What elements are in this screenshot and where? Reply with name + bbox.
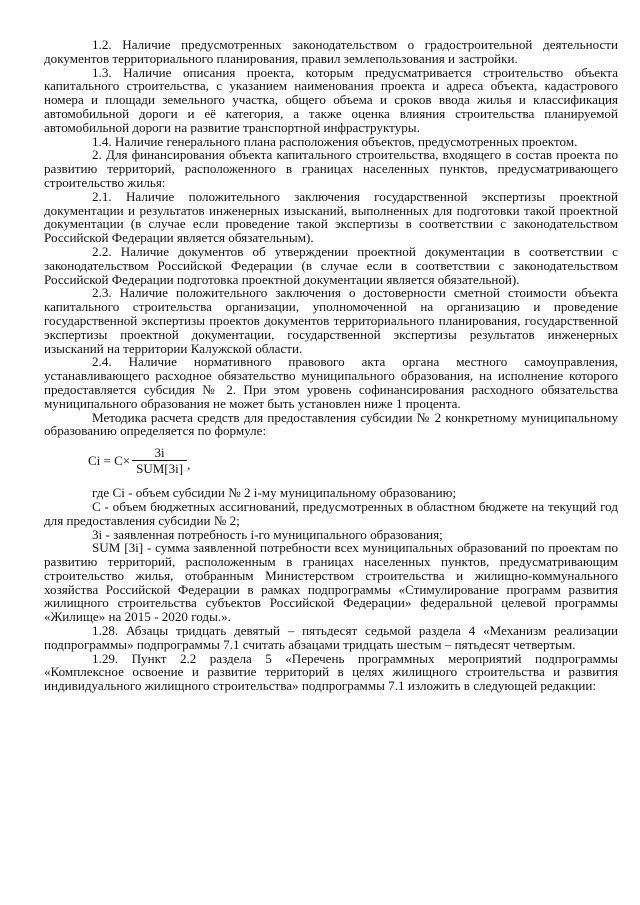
definition-sum: SUM [3i] - сумма заявленной потребности всех муниципальных образований по проектам по развитию территорий, расположенным в границах населенных пунктов, предусматривающим строительство жилья, отобранным Министерством строительства и жилищно-коммунального хозяйства Российской Федерации в рамках подпрограммы «Стимулирование программ развития жилищного строительства субъектов Российской Федерации» федеральной целевой программы «Жилище» на 2015 - 2020 годы.». [44, 540, 618, 625]
paragraph-1-29: 1.29. Пункт 2.2 раздела 5 «Перечень программных мероприятий подпрограммы «Комплексное освоение и развитие территорий в целях жилищного строительства и развития индивидуального жилищного строительства» подпрограммы 7.1 изложить в следующей редакции: [44, 650, 618, 694]
paragraph-1-2: 1.2. Наличие предусмотренных законодательством о градостроительной деятельности документов территориального планирования, правил землепользования и застройки. [44, 37, 618, 66]
formula-trail: , [187, 457, 191, 473]
formula-denominator: SUM[3i] [132, 460, 187, 476]
paragraph-1-3: 1.3. Наличие описания проекта, которым предусматривается строительство объекта капитального строительства, с указанием наименования проекта и адреса объекта, кадастрового номера и площади земельного участка, общего объема и сроков ввода жилья и классификация автомобильной дороги и её категория, а также оценка влияния строительства планируемой автомобильной дороги на развитие транспортной инфраструктуры. [44, 64, 618, 135]
paragraph-2-3: 2.3. Наличие положительного заключения о достоверности сметной стоимости объекта капитального строительства организации, уполномоченной на организацию и проведение государственной экспертизы проектов документов территориального планирования, государственной экспертизы проектной документации, государственной экспертизы результатов инженерных изысканий на территории Калужской области. [44, 285, 618, 356]
formula-fraction [132, 446, 187, 476]
definition-3i: 3i - заявленная потребность i-го муниципального образования; [92, 526, 443, 542]
paragraph-method: Методика расчета средств для предоставления субсидии № 2 конкретному муниципальному образованию определяется по формуле: [44, 409, 618, 439]
paragraph-2-4: 2.4. Наличие нормативного правового акта органа местного самоуправления, устанавливающего расходное обязательство муниципального образования, на исполнение которого предоставляется субсидия № 2. При этом уровень софинансирования расходного обязательства муниципального образования не может быть установлен ниже 1 процента. [44, 354, 618, 411]
paragraph-2: 2. Для финансирования объекта капитального строительства, входящего в состав проекта по развитию территорий, расположенного в границах населенных пунктов, предусматривающего строительство жилья: [44, 147, 618, 190]
paragraph-1-4: 1.4. Наличие генерального плана расположения объектов, предусмотренных проектом. [92, 133, 578, 149]
formula-lhs: Ci = C× [88, 453, 131, 469]
paragraph-2-1: 2.1. Наличие положительного заключения государственной экспертизы проектной документации и результатов инженерных изысканий, выполненных для подготовки такой проектной документации (в случае если проведение такой экспертизы в соответствии с законодательством Российской Федерации является обязательным). [44, 188, 618, 246]
subsidy-formula [88, 442, 618, 480]
definition-ci: где Ci - объем субсидии № 2 i-му муниципальному образованию; [92, 485, 457, 501]
definition-c: C - объем бюджетных ассигнований, предусмотренных в областном бюджете на текущий год для предоставления субсидии № 2; [44, 498, 618, 528]
paragraph-1-28: 1.28. Абзацы тридцать девятый – пятьдесят седьмой раздела 4 «Механизм реализации подпрограммы» подпрограммы 7.1 считать абзацами тридцать шестым – пятьдесят четвертым. [44, 623, 618, 652]
paragraph-2-2: 2.2. Наличие документов об утверждении проектной документации в соответствии с законодательством Российской Федерации (в случае если в соответствии с законодательством Российской Федерации подготовка проектной документации является обязательной). [44, 243, 618, 287]
formula-numerator: 3i [154, 445, 165, 461]
